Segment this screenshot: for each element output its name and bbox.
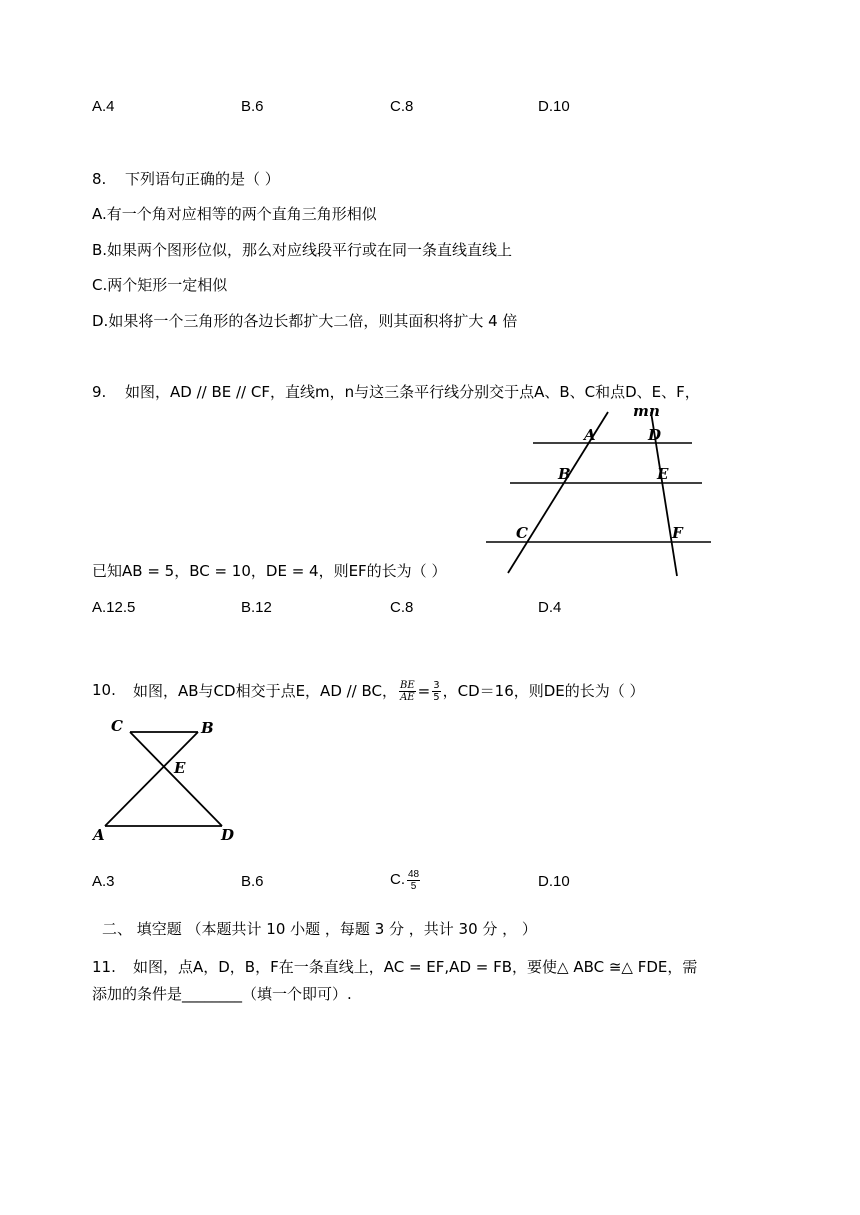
- q10-optc-denominator: 5: [410, 880, 417, 892]
- q10-option-a: A.3: [92, 873, 115, 890]
- q7-option-d: D.10: [538, 98, 570, 115]
- q10-segment-cd: [130, 732, 222, 826]
- q10-stem-a: 如图，AB与CD相交于点E，AD // BC，: [133, 682, 398, 700]
- q7-option-a: A.4: [92, 98, 115, 115]
- q10-frac-numerator: BE: [400, 680, 415, 691]
- q11-number: 11.: [92, 958, 116, 976]
- q9-option-c: C.8: [390, 599, 414, 616]
- q10-option-c-fraction: [407, 869, 420, 892]
- q11-line2: 添加的条件是________（填一个即可）.: [92, 985, 352, 1003]
- q10-value-fraction: [432, 680, 440, 703]
- q7-option-b: B.6: [241, 98, 264, 115]
- q10-label-b: B: [201, 719, 214, 737]
- q10-equals: =: [417, 682, 431, 700]
- section2-heading: 二、 填空题 （本题共计 10 小题 ，每题 3 分 ，共计 30 分 ， ）: [102, 920, 537, 938]
- q9-label-n: n: [649, 402, 660, 420]
- q9-option-d: D.4: [538, 599, 562, 616]
- q9-stem-line1: 如图，AD // BE // CF，直线m，n与这三条平行线分别交于点A、B、C和点D、E、F，: [125, 383, 700, 401]
- q8-number: 8.: [92, 170, 107, 188]
- q7-option-c: C.8: [390, 98, 414, 115]
- q9-label-a: A: [584, 426, 596, 444]
- q10-number: 10.: [92, 681, 116, 699]
- q9-number: 9.: [92, 383, 107, 401]
- q8-option-b: B.如果两个图形位似，那么对应线段平行或在同一条直线直线上: [92, 241, 513, 259]
- q10-stem: [133, 680, 645, 703]
- q9-label-f: F: [672, 524, 683, 542]
- q10-option-c: [390, 865, 422, 895]
- q10-option-d: D.10: [538, 873, 570, 890]
- q10-optc-numerator: 48: [408, 868, 420, 880]
- q10-option-c-letter: C.: [390, 871, 405, 888]
- q10-label-a: A: [93, 826, 105, 844]
- q8-option-c: C.两个矩形一定相似: [92, 276, 228, 294]
- q10-frac2-numerator: 3: [433, 680, 440, 691]
- q10-stem-b: ，CD＝16，则DE的长为（ ）: [442, 682, 645, 700]
- q10-segment-ab: [105, 732, 198, 826]
- q9-label-d: D: [648, 426, 662, 444]
- q10-label-c: C: [111, 717, 123, 735]
- q9-figure: [480, 402, 720, 582]
- q9-label-m: m: [633, 402, 649, 420]
- q9-label-e: E: [657, 465, 669, 483]
- q10-figure: [88, 712, 248, 844]
- q11-line1: 如图，点A，D，B，F在一条直线上，AC = EF,AD = FB，要使△ ABC ≅△ FDE，需: [133, 958, 698, 976]
- q8-option-a: A.有一个角对应相等的两个直角三角形相似: [92, 205, 377, 223]
- q9-stem-line2: 已知AB = 5，BC = 10，DE = 4，则EF的长为（ ）: [92, 562, 447, 580]
- q8-option-d: D.如果将一个三角形的各边长都扩大二倍，则其面积将扩大 4 倍: [92, 312, 518, 330]
- q10-frac-denominator: AE: [400, 692, 415, 703]
- q10-option-b: B.6: [241, 873, 264, 890]
- q8-stem: 下列语句正确的是（ ）: [125, 170, 280, 188]
- q10-label-e: E: [174, 759, 186, 777]
- q9-label-c: C: [516, 524, 528, 542]
- q10-frac2-denominator: 5: [433, 692, 440, 703]
- q9-option-a: A.12.5: [92, 599, 136, 616]
- q9-label-b: B: [558, 465, 571, 483]
- q9-option-b: B.12: [241, 599, 272, 616]
- q10-ratio-fraction: [399, 680, 416, 703]
- q10-label-d: D: [221, 826, 235, 844]
